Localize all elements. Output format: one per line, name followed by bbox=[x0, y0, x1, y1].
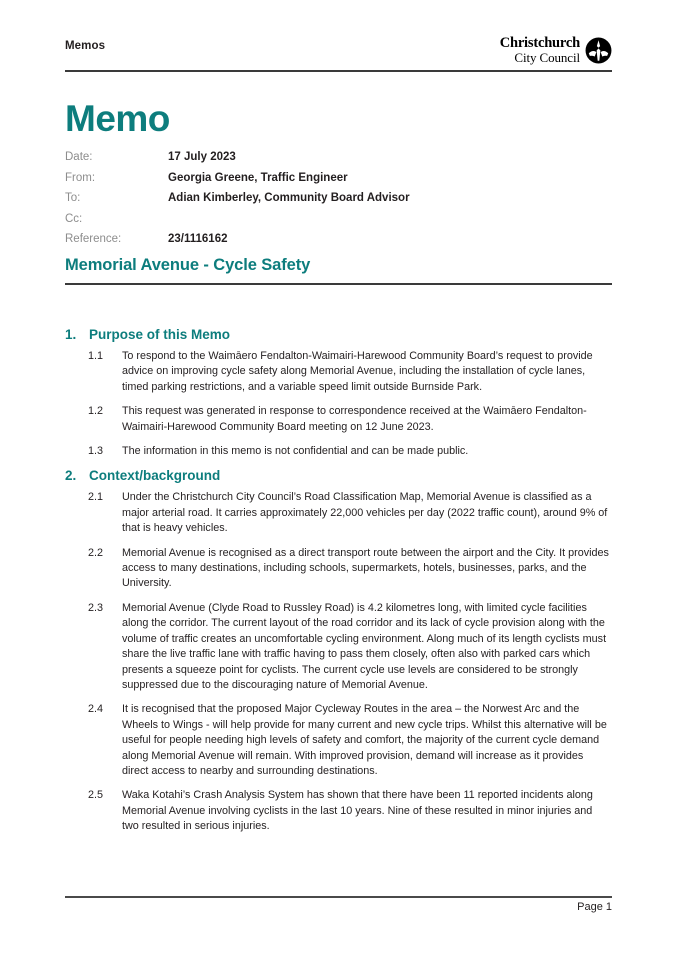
footer-page-number: Page 1 bbox=[577, 901, 612, 913]
paragraph-number: 2.5 bbox=[88, 789, 104, 802]
paragraph-text: To respond to the Waimāero Fendalton-Waimairi-Harewood Community Board’s request to provide advice on improving cycle safety along Memorial Avenue, including the installation of cycle lanes, timed parking restrictions, and a variable speed limit outside Burnside Park. bbox=[122, 350, 593, 393]
paragraph-1-1 bbox=[65, 349, 612, 395]
paragraph-1-2 bbox=[65, 404, 612, 435]
metadata-row bbox=[65, 172, 545, 193]
brand-line-christchurch: Christchurch bbox=[499, 35, 580, 51]
section-purpose-of-this-memo bbox=[65, 327, 612, 459]
metadata-row bbox=[65, 192, 545, 213]
metadata-value-date: 17 July 2023 bbox=[168, 151, 236, 163]
header-doc-label: Memos bbox=[65, 40, 106, 52]
paragraph-1-3 bbox=[65, 444, 612, 459]
paragraph-text: It is recognised that the proposed Major Cycleway Routes in the area – the Norwest Arc and the Wheels to Wings - will help provide for many current and new cycle trips. Whilst this alternative will be useful for people needing high levels of safety and comfort, the majority of the current cycle demand along Memorial Avenue will remain. With improved provision, demand will increase as it provides direct access to nearby and surrounding destinations. bbox=[122, 703, 607, 777]
paragraph-2-5 bbox=[65, 788, 612, 834]
metadata-row bbox=[65, 213, 545, 234]
metadata-label-reference: Reference: bbox=[65, 233, 122, 245]
metadata-value-reference: 23/1116162 bbox=[168, 233, 228, 245]
metadata-row bbox=[65, 233, 545, 254]
paragraph-text: Under the Christchurch City Council’s Road Classification Map, Memorial Avenue is classified as a major arterial road. It carries approximately 22,000 vehicles per day (2022 traffic count), around 9% of that is heavy vehicles. bbox=[122, 491, 608, 535]
metadata-row bbox=[65, 151, 545, 172]
section-title: Context/background bbox=[89, 468, 221, 484]
page-title: Memo bbox=[65, 98, 170, 139]
metadata-label-from: From: bbox=[65, 171, 96, 184]
paragraph-text: Memorial Avenue is recognised as a direct transport route between the airport and the City. It provides access to many destinations, including schools, supermarkets, hotels, businesses, parks, and the University. bbox=[122, 546, 609, 590]
christchurch-city-council-logo-icon bbox=[585, 37, 612, 64]
metadata-label-to: To: bbox=[65, 192, 81, 204]
paragraph-number: 2.4 bbox=[88, 703, 104, 716]
paragraph-text: This request was generated in response to correspondence received at the Waimāero Fendalton-Waimairi-Harewood Community Board meeting on 12 June 2023. bbox=[122, 405, 587, 433]
section-context-background bbox=[65, 468, 612, 834]
document-header bbox=[65, 36, 612, 66]
section-heading bbox=[65, 468, 612, 483]
paragraph-number: 1.1 bbox=[88, 350, 104, 362]
brand-line-city-council: City Council bbox=[514, 49, 580, 65]
subject-divider bbox=[65, 283, 612, 285]
paragraph-2-1 bbox=[65, 490, 612, 536]
paragraph-2-4 bbox=[65, 702, 612, 779]
footer-divider bbox=[65, 896, 612, 898]
memo-metadata bbox=[65, 151, 545, 254]
section-number: 2. bbox=[65, 468, 77, 484]
metadata-value-from: Georgia Greene, Traffic Engineer bbox=[168, 171, 348, 184]
section-title: Purpose of this Memo bbox=[89, 327, 231, 342]
paragraph-2-2 bbox=[65, 546, 612, 592]
metadata-label-date: Date: bbox=[65, 151, 93, 163]
section-number: 1. bbox=[65, 327, 77, 342]
council-brand bbox=[500, 36, 612, 64]
paragraph-number: 2.3 bbox=[88, 601, 104, 614]
paragraph-text: Memorial Avenue (Clyde Road to Russley Road) is 4.2 kilometres long, with limited cycle facilities along the corridor. The current layout of the road corridor and its lack of cycle provision along with the volume of traffic creates an uncomfortable cycling environment. Along much of its length cyclists must share the live traffic lane with traffic having to pass them closely, often also with parked cars which presents a squeeze point for cyclists. The current cycle use levels are considered to be strongly suppressed due to the discouraging nature of Memorial Avenue. bbox=[122, 601, 607, 691]
brand-wordmark bbox=[500, 36, 580, 64]
header-divider bbox=[65, 70, 612, 72]
paragraph-2-3 bbox=[65, 601, 612, 693]
section-heading bbox=[65, 327, 612, 342]
paragraph-text: Waka Kotahi’s Crash Analysis System has shown that there have been 11 reported incidents along Memorial Avenue involving cyclists in the last 10 years. Nine of these resulted in minor injuries and two resulted in serious injuries. bbox=[122, 789, 593, 833]
metadata-value-to: Adian Kimberley, Community Board Advisor bbox=[168, 192, 410, 204]
memo-subject: Memorial Avenue - Cycle Safety bbox=[65, 256, 311, 274]
memo-body bbox=[65, 327, 612, 844]
paragraph-number: 1.2 bbox=[88, 405, 104, 418]
metadata-label-cc: Cc: bbox=[65, 212, 83, 225]
paragraph-number: 2.1 bbox=[88, 491, 104, 504]
paragraph-text: The information in this memo is not confidential and can be made public. bbox=[122, 445, 469, 458]
paragraph-number: 1.3 bbox=[88, 445, 104, 458]
paragraph-number: 2.2 bbox=[88, 546, 104, 559]
